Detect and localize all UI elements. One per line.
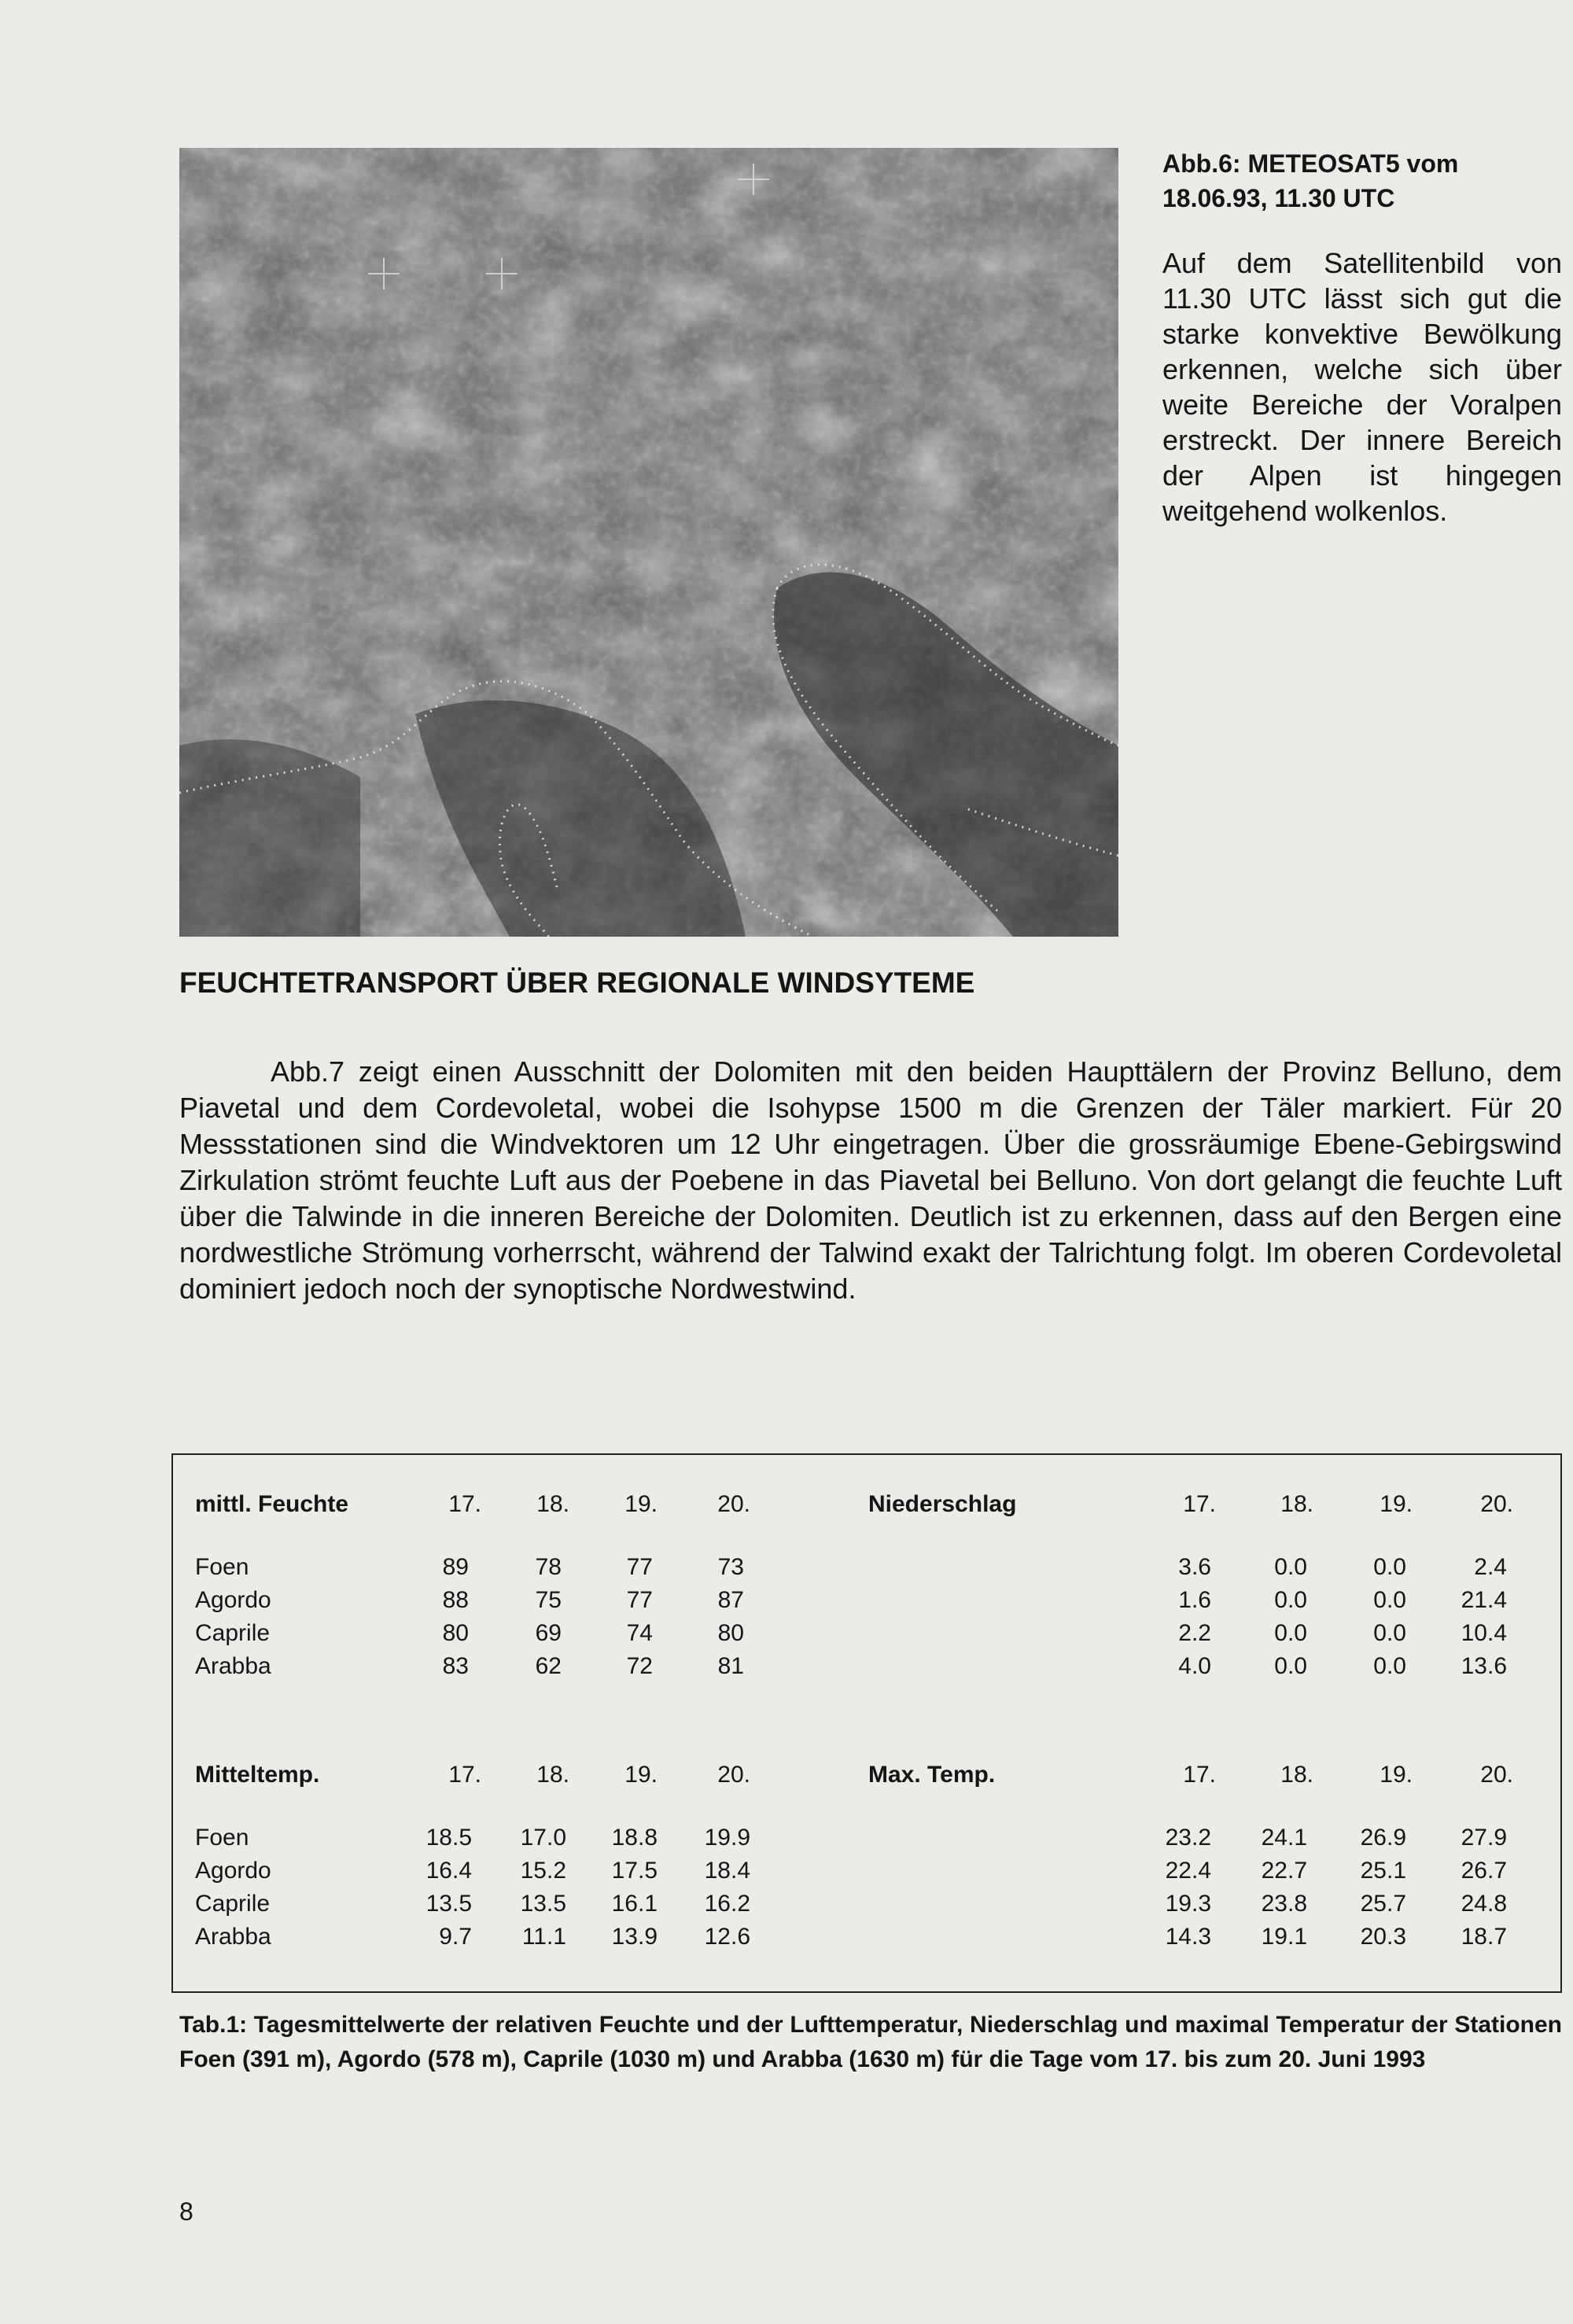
meantemp-day-header: 17. (448, 1762, 481, 1788)
figure-caption-title: Abb.6: METEOSAT5 vom 18.06.93, 11.30 UTC (1162, 149, 1459, 212)
table-cell: 18.7 (1461, 1924, 1507, 1950)
precip-header: Niederschlag (868, 1491, 1017, 1517)
precip-day-header: 19. (1380, 1491, 1413, 1517)
body-paragraph: Abb.7 zeigt einen Ausschnitt der Dolomiten mit den beiden Haupttälern der Provinz Belluno, dem Piavetal und dem Cordevoletal, wobei die Isohypse 1500 m die Grenzen der Täler markiert. Für 20 Messstationen sind die Windvektoren um 12 Uhr eingetragen. Über die grossräumige Ebene-Gebirgswind Zirkulation strömt feuchte Luft aus der Poebene in das Piavetal bei Belluno. Von dort gelangt die feuchte Luft über die Talwinde in die inneren Bereiche der Dolomiten. Deutlich ist zu erkennen, dass auf den Bergen eine nordwestliche Strömung vorherrscht, während der Talwind exakt der Talrichtung folgt. Im oberen Cordevoletal dominiert jedoch noch der synoptische Nordwestwind. (179, 1055, 1562, 1305)
table-cell: 74 (626, 1620, 653, 1646)
table-cell: 87 (717, 1587, 744, 1613)
table-cell: 18.8 (611, 1825, 658, 1851)
table-cell: 77 (626, 1587, 653, 1613)
table-cell: 13.5 (520, 1891, 566, 1917)
table-cell: 11.1 (521, 1924, 566, 1950)
table-cell: 23.8 (1261, 1891, 1307, 1917)
table-cell: 73 (717, 1554, 744, 1580)
table-cell: 10.4 (1461, 1620, 1507, 1646)
station-name: Agordo (195, 1858, 271, 1884)
data-table (171, 1453, 1562, 1993)
table-cell: 12.6 (704, 1924, 750, 1950)
table-cell: 23.2 (1165, 1825, 1211, 1851)
figure-caption (1162, 146, 1562, 529)
table-cell: 13.5 (425, 1891, 472, 1917)
precip-day-header: 18. (1280, 1491, 1313, 1517)
humidity-day-header: 17. (448, 1491, 481, 1517)
meantemp-header: Mitteltemp. (195, 1762, 320, 1788)
table-cell: 72 (626, 1653, 653, 1679)
table-cell: 24.1 (1261, 1825, 1307, 1851)
maxtemp-day-header: 19. (1380, 1762, 1413, 1788)
table-cell: 18.5 (425, 1825, 472, 1851)
meantemp-day-header: 20. (717, 1762, 750, 1788)
satellite-image (179, 148, 1118, 937)
humidity-day-header: 18. (536, 1491, 569, 1517)
table-cell: 21.4 (1461, 1587, 1507, 1613)
table-cell: 26.7 (1461, 1858, 1507, 1884)
station-name: Foen (195, 1825, 249, 1851)
table-cell: 19.1 (1261, 1924, 1307, 1950)
table-cell: 0.0 (1274, 1554, 1307, 1580)
humidity-day-header: 19. (624, 1491, 658, 1517)
table-cell: 15.2 (520, 1858, 566, 1884)
station-name: Caprile (195, 1620, 271, 1646)
table-cell: 24.8 (1461, 1891, 1507, 1917)
table-cell: 17.0 (520, 1825, 566, 1851)
humidity-day-header: 20. (717, 1491, 750, 1517)
section-heading: FEUCHTETRANSPORT ÜBER REGIONALE WINDSYTEME (179, 967, 975, 999)
table-cell: 18.4 (704, 1858, 750, 1884)
table-cell: 17.5 (611, 1858, 658, 1884)
table-cell: 69 (535, 1620, 562, 1646)
table-cell: 25.7 (1360, 1891, 1406, 1917)
precip-day-header: 17. (1183, 1491, 1216, 1517)
table-cell: 2.2 (1178, 1620, 1211, 1646)
station-name: Foen (195, 1554, 249, 1580)
table-cell: 16.2 (704, 1891, 750, 1917)
table-cell: 80 (442, 1620, 469, 1646)
table-cell: 2.4 (1474, 1554, 1507, 1580)
table-cell: 80 (717, 1620, 744, 1646)
table-cell: 14.3 (1165, 1924, 1211, 1950)
table-cell: 0.0 (1373, 1554, 1406, 1580)
table-cell: 19.3 (1165, 1891, 1211, 1917)
table-cell: 26.9 (1360, 1825, 1406, 1851)
table-cell: 13.9 (611, 1924, 658, 1950)
table-cell: 25.1 (1360, 1858, 1406, 1884)
meantemp-day-header: 19. (624, 1762, 658, 1788)
table-cell: 3.6 (1178, 1554, 1211, 1580)
humidity-header: mittl. Feuchte (195, 1491, 349, 1517)
table-cell: 16.1 (611, 1891, 658, 1917)
table-cell: 0.0 (1274, 1620, 1307, 1646)
table-cell: 77 (626, 1554, 653, 1580)
table-cell: 27.9 (1461, 1825, 1507, 1851)
table-cell: 1.6 (1178, 1587, 1211, 1613)
table-cell: 4.0 (1178, 1653, 1211, 1679)
table-cell: 88 (442, 1587, 469, 1613)
table-cell: 78 (535, 1554, 562, 1580)
maxtemp-day-header: 17. (1183, 1762, 1216, 1788)
maxtemp-header: Max. Temp. (868, 1762, 996, 1788)
precip-day-header: 20. (1480, 1491, 1513, 1517)
table-cell: 20.3 (1360, 1924, 1406, 1950)
station-name: Caprile (195, 1891, 271, 1917)
meantemp-day-header: 18. (536, 1762, 569, 1788)
table-cell: 62 (535, 1653, 562, 1679)
table-caption: Tab.1: Tagesmittelwerte der relativen Feuchte und der Lufttemperatur, Niederschlag und maximal Temperatur der Stationen Foen (391 m), Agordo (578 m), Caprile (1030 m) und Arabba (1630 m) für die Tage vom 17. bis zum 20. Juni 1993 (179, 2012, 1562, 2072)
table-cell: 22.7 (1261, 1858, 1307, 1884)
table-cell: 81 (717, 1653, 744, 1679)
table-cell: 0.0 (1274, 1587, 1307, 1613)
page-number: 8 (179, 2197, 193, 2226)
table-cell: 0.0 (1373, 1587, 1406, 1613)
station-name: Arabba (195, 1924, 271, 1950)
table-cell: 13.6 (1461, 1653, 1507, 1679)
table-cell: 19.9 (704, 1825, 750, 1851)
maxtemp-day-header: 20. (1480, 1762, 1513, 1788)
station-name: Agordo (195, 1587, 271, 1613)
table-cell: 9.7 (439, 1924, 472, 1950)
maxtemp-day-header: 18. (1280, 1762, 1313, 1788)
table-cell: 0.0 (1373, 1653, 1406, 1679)
table-cell: 83 (442, 1653, 469, 1679)
figure-caption-text: Auf dem Satellitenbild von 11.30 UTC lässt sich gut die starke konvektive Bewölkung erkennen, welche sich über weite Bereiche der Voralpen erstreckt. Der innere Bereich der Alpen ist hingegen weitgehend wolkenlos. (1162, 247, 1562, 527)
table-cell: 0.0 (1373, 1620, 1406, 1646)
table-cell: 16.4 (425, 1858, 472, 1884)
table-cell: 0.0 (1274, 1653, 1307, 1679)
station-name: Arabba (195, 1653, 271, 1679)
table-cell: 89 (442, 1554, 469, 1580)
table-cell: 22.4 (1165, 1858, 1211, 1884)
table-cell: 75 (535, 1587, 562, 1613)
